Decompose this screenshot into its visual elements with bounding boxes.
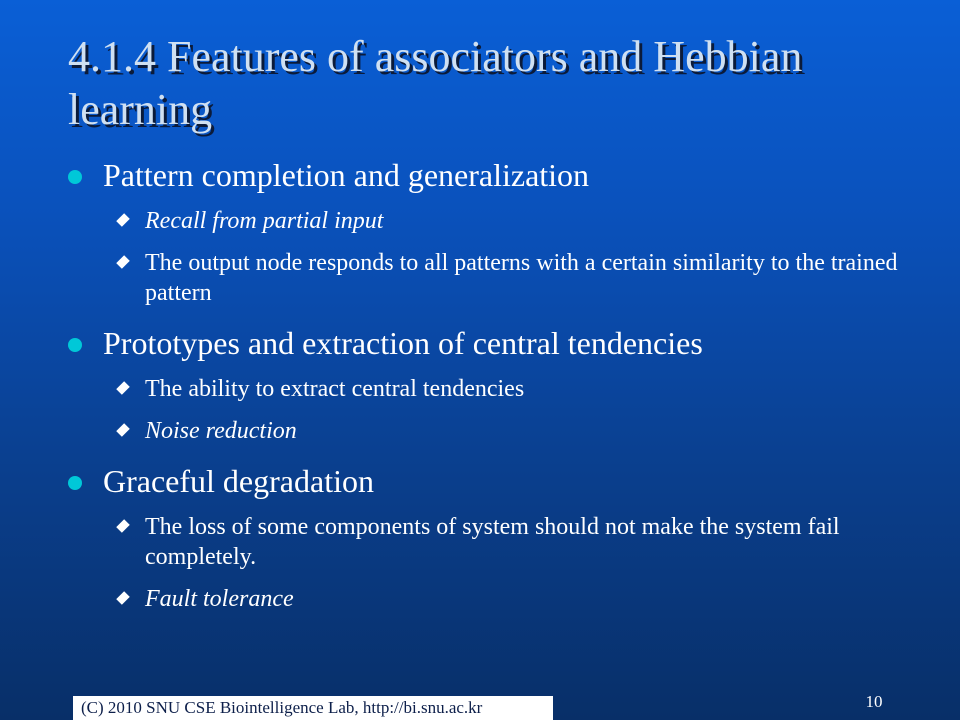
bullet-text: Prototypes and extraction of central tendencies bbox=[103, 325, 703, 361]
sub-bullet-text: The loss of some components of system should not make the system fail completely. bbox=[145, 514, 840, 570]
circle-bullet-icon bbox=[68, 476, 82, 490]
sub-bullet-item bbox=[68, 512, 908, 572]
circle-bullet-icon bbox=[68, 338, 82, 352]
sub-bullet-item bbox=[68, 416, 908, 446]
diamond-bullet-icon bbox=[118, 594, 128, 604]
circle-bullet-icon bbox=[68, 170, 82, 184]
sub-bullet-text: Noise reduction bbox=[145, 418, 297, 444]
bullet-item bbox=[68, 462, 908, 500]
sub-bullet-item bbox=[68, 374, 908, 404]
sub-bullet-item bbox=[68, 248, 908, 308]
diamond-bullet-icon bbox=[118, 522, 128, 532]
sub-bullet-text: The ability to extract central tendencies bbox=[145, 376, 525, 402]
sub-bullet-text: Recall from partial input bbox=[145, 208, 384, 234]
diamond-bullet-icon bbox=[118, 426, 128, 436]
bullet-item bbox=[68, 156, 908, 194]
sub-bullet-text: The output node responds to all patterns with a certain similarity to the trained pattern bbox=[145, 250, 898, 306]
slide-content bbox=[68, 156, 908, 614]
footer-copyright: (C) 2010 SNU CSE Biointelligence Lab, http://bi.snu.ac.kr bbox=[73, 696, 553, 720]
page-number: 10 bbox=[865, 692, 883, 711]
bullet-text: Pattern completion and generalization bbox=[103, 157, 590, 193]
bullet-item bbox=[68, 324, 908, 362]
sub-bullet-item bbox=[68, 584, 908, 614]
sub-bullet-text: Fault tolerance bbox=[145, 586, 294, 612]
sub-bullet-item bbox=[68, 206, 908, 236]
diamond-bullet-icon bbox=[118, 216, 128, 226]
bullet-text: Graceful degradation bbox=[103, 463, 374, 499]
diamond-bullet-icon bbox=[118, 258, 128, 268]
slide-title: 4.1.4 Features of associators and Hebbian learning bbox=[68, 32, 803, 134]
diamond-bullet-icon bbox=[118, 384, 128, 394]
